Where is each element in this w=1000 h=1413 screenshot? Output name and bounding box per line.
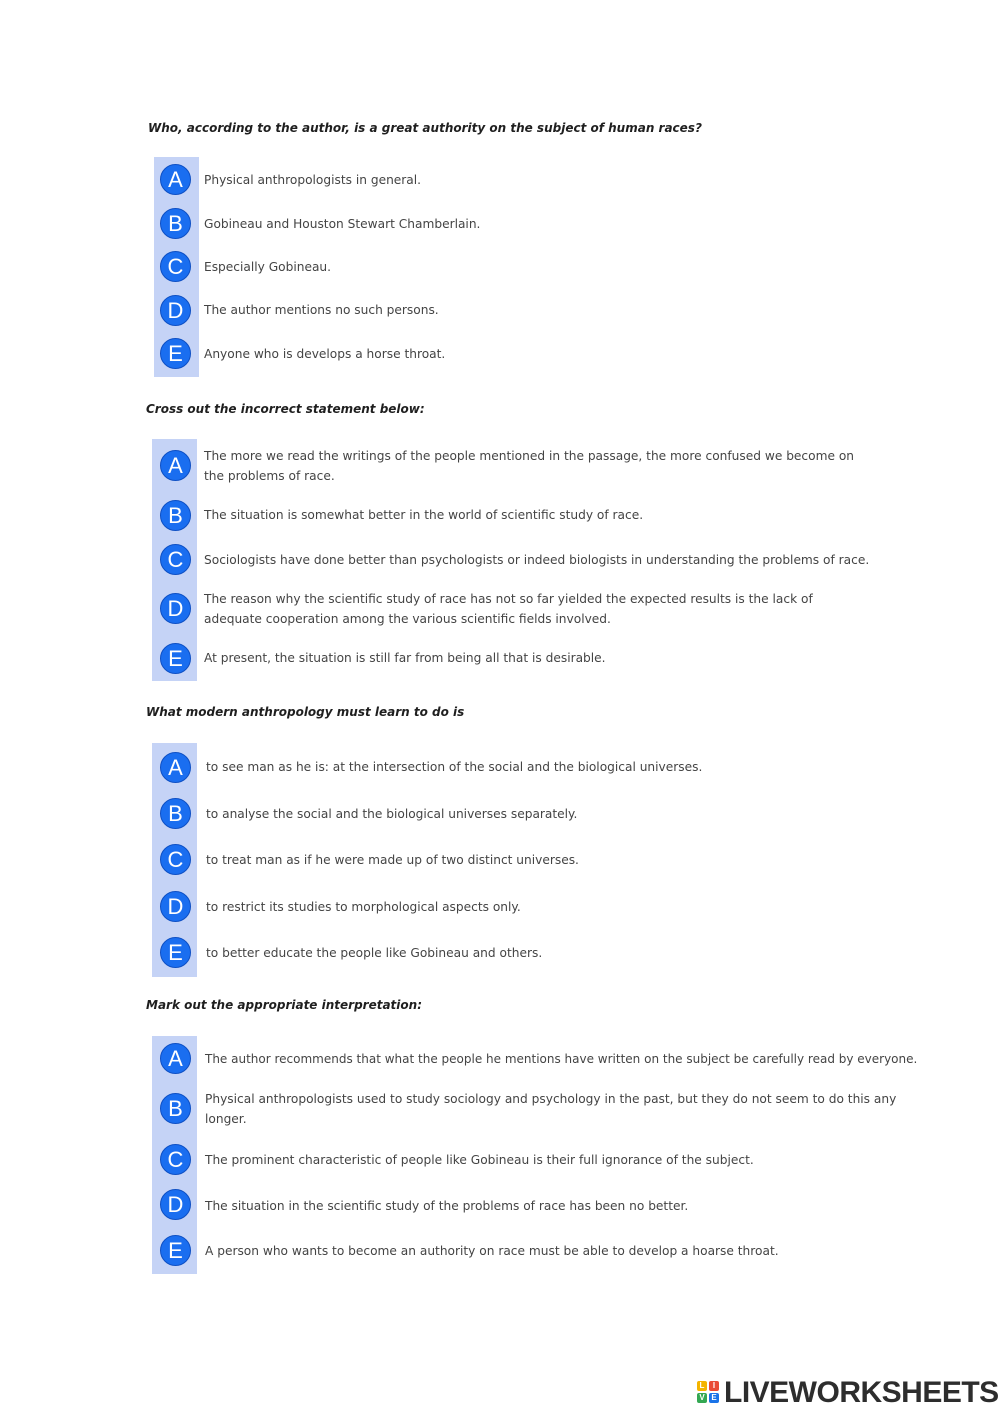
logo-tile: L <box>697 1381 707 1391</box>
option-text: Physical anthropologists used to study sociology and psychology in the past, but they do not seem to do this any longer. <box>205 1092 897 1126</box>
option-text: The author recommends that what the people he mentions have written on the subject be carefully read by everyone. <box>205 1052 918 1066</box>
option-badge[interactable]: B <box>160 798 191 829</box>
option-text: At present, the situation is still far from being all that is desirable. <box>204 651 606 665</box>
option-badge[interactable]: C <box>160 251 191 282</box>
question-title: Mark out the appropriate interpretation: <box>146 998 422 1012</box>
option-text: The situation in the scientific study of the problems of race has been no better. <box>205 1199 689 1213</box>
logo-tile: I <box>709 1381 719 1391</box>
option-badge[interactable]: C <box>160 544 191 575</box>
option-badge[interactable]: D <box>160 295 191 326</box>
option-text: to restrict its studies to morphological aspects only. <box>206 900 521 914</box>
option-text: The situation is somewhat better in the world of scientific study of race. <box>204 508 644 522</box>
option-text: Especially Gobineau. <box>204 260 332 274</box>
option-badge[interactable]: D <box>160 593 191 624</box>
option-text: to better educate the people like Gobineau and others. <box>206 946 543 960</box>
logo-tile: V <box>697 1393 707 1403</box>
brand-name: LIVEWORKSHEETS <box>724 1376 999 1409</box>
option-badge[interactable]: D <box>160 891 191 922</box>
option-text: The reason why the scientific study of race has not so far yielded the expected results is the lack of adequate cooperation among the various scientific fields involved. <box>204 592 813 626</box>
option-text: Physical anthropologists in general. <box>204 173 422 187</box>
option-text: The author mentions no such persons. <box>204 303 439 317</box>
option-badge[interactable]: E <box>160 643 191 674</box>
option-badge[interactable]: A <box>160 450 191 481</box>
liveworksheets-logo-icon <box>697 1381 721 1405</box>
option-badge[interactable]: D <box>160 1189 191 1220</box>
option-text: The prominent characteristic of people like Gobineau is their full ignorance of the subject. <box>205 1153 754 1167</box>
option-text: Gobineau and Houston Stewart Chamberlain. <box>204 217 481 231</box>
question-title: Who, according to the author, is a great authority on the subject of human races? <box>148 121 702 135</box>
option-badge[interactable]: A <box>160 752 191 783</box>
option-text: Sociologists have done better than psychologists or indeed biologists in understanding the problems of race. <box>204 553 870 567</box>
option-badge[interactable]: B <box>160 208 191 239</box>
option-badge[interactable]: C <box>160 1144 191 1175</box>
option-badge[interactable]: E <box>160 1235 191 1266</box>
question-title: What modern anthropology must learn to do is <box>146 705 465 719</box>
option-text: The more we read the writings of the people mentioned in the passage, the more confused we become on the problems of race. <box>204 449 855 483</box>
logo-tile: E <box>709 1393 719 1403</box>
option-text: Anyone who is develops a horse throat. <box>204 347 446 361</box>
option-badge[interactable]: E <box>160 338 191 369</box>
option-badge[interactable]: C <box>160 844 191 875</box>
option-text: to analyse the social and the biological universes separately. <box>206 807 578 821</box>
option-badge[interactable]: A <box>160 1043 191 1074</box>
option-text: A person who wants to become an authority on race must be able to develop a hoarse throat. <box>205 1244 779 1258</box>
option-text: to see man as he is: at the intersection of the social and the biological universes. <box>206 760 703 774</box>
option-badge[interactable]: B <box>160 500 191 531</box>
question-title: Cross out the incorrect statement below: <box>146 402 425 416</box>
option-badge[interactable]: E <box>160 937 191 968</box>
option-badge[interactable]: A <box>160 164 191 195</box>
liveworksheets-brand <box>697 1375 997 1411</box>
option-text: to treat man as if he were made up of two distinct universes. <box>206 853 579 867</box>
option-badge[interactable]: B <box>160 1093 191 1124</box>
